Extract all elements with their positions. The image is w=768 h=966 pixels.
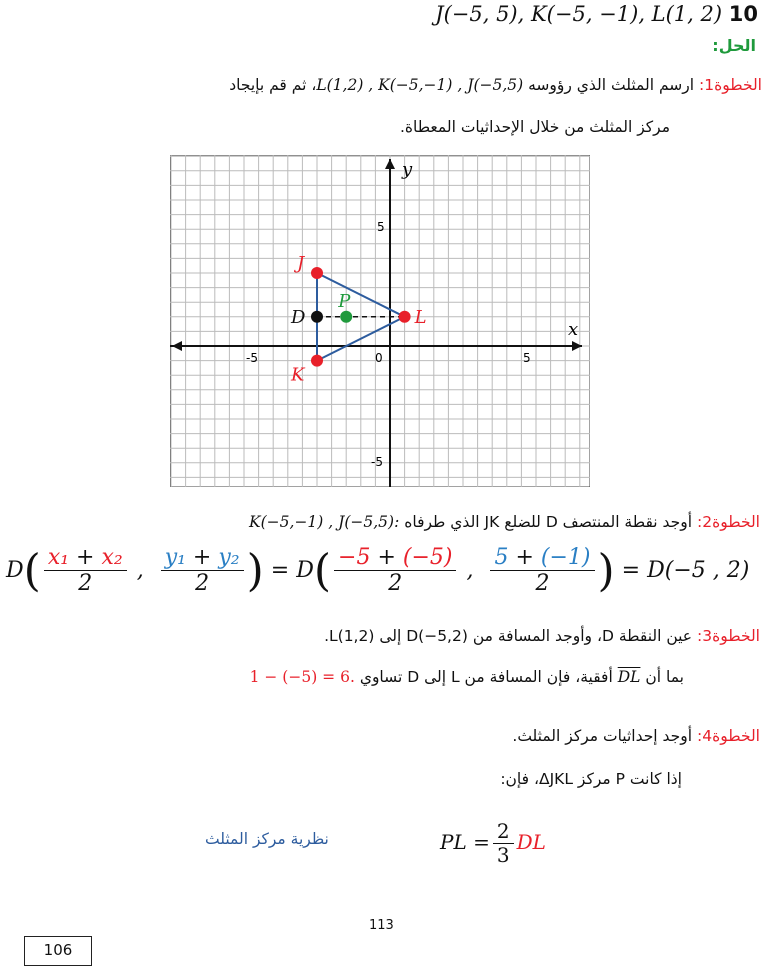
step1-text-a: ارسم المثلث الذي رؤوسه — [528, 76, 695, 94]
step1-label: الخطوة1: — [699, 76, 762, 94]
formula-d-mid: D — [296, 557, 314, 583]
formula-den-1: 2 — [78, 571, 93, 597]
point-label-p: P — [338, 290, 351, 312]
step4-text: أوجد إحداثيات مركز المثلث. — [512, 727, 693, 745]
point-k — [311, 355, 323, 367]
step3-line1 — [324, 627, 760, 645]
problem-statement — [435, 2, 758, 26]
step4-line2: إذا كانت P مركز ΔJKL، فإن: — [500, 770, 682, 788]
step3-line2-a: بما أن — [645, 668, 684, 686]
step2-text: أوجد نقطة المنتصف D للضلع JK الذي طرفاه — [404, 513, 693, 531]
step1-line1 — [229, 76, 762, 94]
page-number: 113 — [369, 918, 394, 933]
point-label-j: J — [297, 253, 305, 274]
formula-d-left: D — [6, 557, 24, 583]
formula-den-2: 2 — [195, 571, 210, 597]
pl-num: 2 — [493, 820, 514, 844]
step2-label: الخطوة2: — [697, 513, 760, 531]
x-axis-label: x — [568, 319, 579, 340]
pl-lhs: PL = — [440, 830, 490, 854]
point-label-k: K — [291, 364, 305, 386]
step1-points: L(1,2) , K(−5,−1) , J(−5,5) — [316, 76, 524, 94]
step3-line2 — [250, 668, 684, 686]
formula-den-4: 2 — [535, 571, 550, 597]
problem-number: 10 — [728, 2, 758, 26]
point-label-d: D — [291, 306, 306, 328]
formula-result: D(−5 , 2) — [647, 557, 750, 583]
tick-x-pos5: 5 — [523, 351, 531, 365]
step2-line — [249, 513, 760, 531]
formula-x2: x₂ — [101, 545, 123, 570]
pl-rhs: DL — [516, 830, 546, 854]
point-label-l: L — [414, 306, 427, 328]
centroid-theorem-name: نظرية مركز المثلث — [205, 830, 329, 848]
step3-label: الخطوة3: — [697, 627, 760, 645]
step4-line1 — [512, 727, 760, 745]
pl-formula — [440, 820, 546, 867]
formula-x1: x₁ — [47, 545, 70, 570]
coordinate-graph — [170, 155, 590, 487]
point-d — [311, 311, 323, 323]
step2-endpoints: K(−5,−1) , J(−5,5): — [249, 513, 400, 531]
formula-den-3: 2 — [388, 571, 403, 597]
formula-num2-b: (−1) — [540, 545, 591, 570]
point-p — [340, 311, 352, 323]
segment-dl: DL — [617, 668, 641, 686]
formula-num1-b: (−5) — [402, 545, 453, 570]
step3-result: 1 − (−5) = 6. — [249, 668, 355, 686]
point-j — [311, 267, 323, 279]
pl-den: 3 — [496, 843, 510, 867]
step3-text: عين النقطة D، وأوجد المسافة من D(−5,2) إلى L(1,2). — [324, 627, 693, 645]
point-l — [399, 311, 411, 323]
formula-y1: y₁ — [164, 545, 186, 570]
step3-line2-b: أفقية، فإن المسافة من L إلى D تساوي — [359, 668, 613, 686]
formula-y2: y₂ — [218, 545, 240, 570]
step1-text-b: ، ثم قم بإيجاد — [229, 76, 317, 94]
tick-x-neg5: -5 — [246, 351, 258, 365]
tick-y-neg5: -5 — [371, 455, 383, 469]
formula-num1-a: −5 — [338, 545, 371, 570]
solution-label: الحل: — [712, 36, 756, 55]
step1-line2: مركز المثلث من خلال الإحداثيات المعطاة. — [399, 118, 670, 136]
tick-y-pos5: 5 — [377, 220, 385, 234]
midpoint-formula: D( $\frac{\text{x₁ + x₂}}{2}$ , $\frac{\text{y₁ + y₂}}{2}$ ) = D( $\frac{-5 + (-5)}{2}$ , $\frac{5 + (-1)}{2}$ ) = D(−5 , 2) — [6, 545, 750, 597]
step4-label: الخطوة4: — [697, 727, 760, 745]
problem-vertices: J(−5, 5), K(−5, −1), L(1, 2) — [435, 2, 723, 26]
tick-origin: 0 — [375, 351, 383, 365]
y-axis-label: y — [402, 159, 413, 180]
page-box-number: 106 — [24, 936, 92, 966]
formula-num2-a: 5 — [494, 545, 509, 570]
